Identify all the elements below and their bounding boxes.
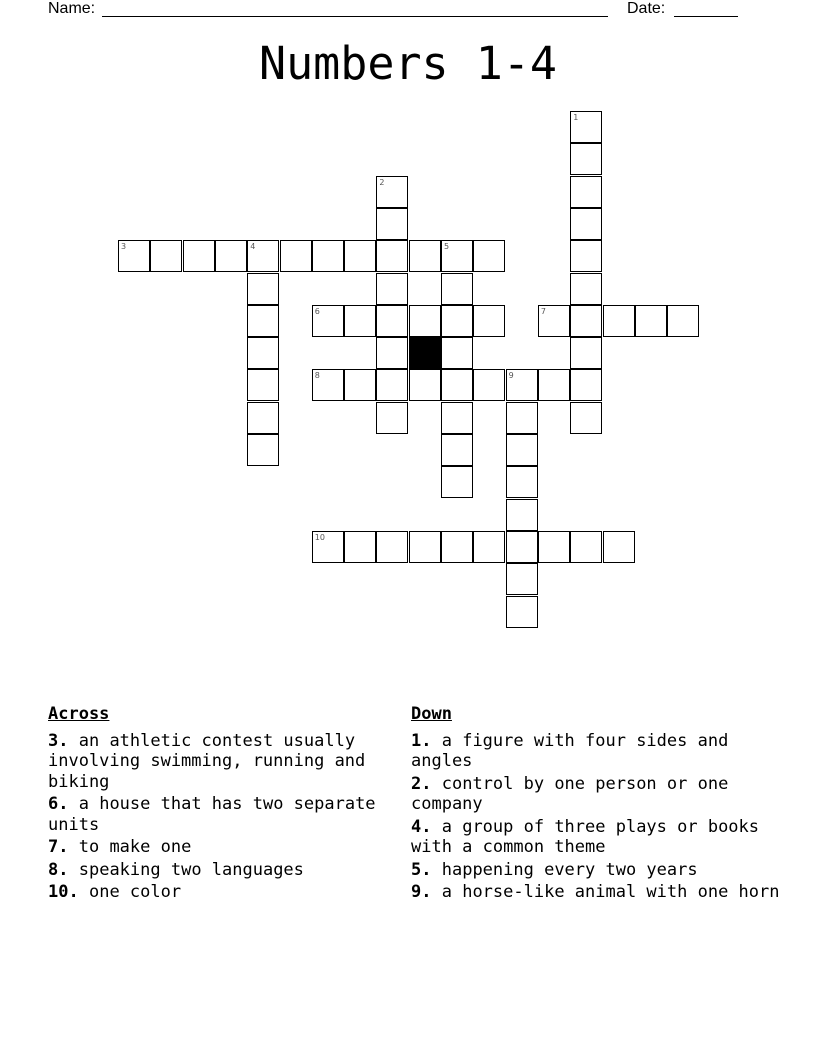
grid-cell[interactable] <box>118 240 150 272</box>
across-clues <box>48 704 398 905</box>
clue-across-3: 3. an athletic contest usually involving swimming, running and biking <box>48 730 366 792</box>
grid-cell[interactable] <box>280 240 312 272</box>
grid-cell[interactable] <box>441 531 473 563</box>
grid-cell[interactable] <box>441 305 473 337</box>
grid-cell[interactable] <box>538 369 570 401</box>
across-heading: Across <box>48 704 110 724</box>
clue-down-9: 9. a horse-like animal with one horn <box>411 882 780 902</box>
grid-cell[interactable] <box>376 369 408 401</box>
grid-cell[interactable] <box>344 305 376 337</box>
grid-cell[interactable] <box>376 305 408 337</box>
grid-cell[interactable] <box>538 531 570 563</box>
grid-cell[interactable] <box>441 273 473 305</box>
grid-cell[interactable] <box>409 240 441 272</box>
clue-down-4: 4. a group of three plays or books with a common theme <box>411 816 760 857</box>
down-heading: Down <box>411 704 452 724</box>
down-clues <box>411 704 781 905</box>
grid-cell[interactable] <box>570 402 602 434</box>
clue-number-label: 6 <box>314 306 320 316</box>
grid-cell[interactable] <box>441 240 473 272</box>
clue-number-label: 2 <box>379 177 385 187</box>
grid-cell[interactable] <box>635 305 667 337</box>
grid-cell[interactable] <box>506 466 538 498</box>
grid-cell[interactable] <box>506 499 538 531</box>
grid-cell[interactable] <box>506 531 538 563</box>
grid-cell[interactable] <box>183 240 215 272</box>
grid-cell[interactable] <box>473 369 505 401</box>
clue-across-8: 8. speaking two languages <box>48 859 304 880</box>
grid-cell[interactable] <box>409 305 441 337</box>
grid-cell[interactable] <box>215 240 247 272</box>
grid-cell[interactable] <box>603 531 635 563</box>
grid-cell[interactable] <box>376 337 408 369</box>
clue-down-1: 1. a figure with four sides and angles <box>411 730 729 771</box>
grid-cell[interactable] <box>247 369 279 401</box>
grid-cell[interactable] <box>441 434 473 466</box>
grid-cell[interactable] <box>150 240 182 272</box>
grid-cell[interactable] <box>247 337 279 369</box>
grid-cell[interactable] <box>441 337 473 369</box>
grid-cell[interactable] <box>376 402 408 434</box>
grid-cell[interactable] <box>473 305 505 337</box>
grid-cell[interactable] <box>376 240 408 272</box>
grid-cell[interactable] <box>570 337 602 369</box>
grid-cell[interactable] <box>247 273 279 305</box>
grid-cell[interactable] <box>441 402 473 434</box>
grid-cell[interactable] <box>344 531 376 563</box>
clue-across-7: 7. to make one <box>48 837 192 857</box>
grid-cell[interactable] <box>441 369 473 401</box>
grid-cell[interactable] <box>506 563 538 595</box>
grid-cell[interactable] <box>247 434 279 466</box>
clue-number-label: 4 <box>250 242 256 252</box>
grid-cell[interactable] <box>409 369 441 401</box>
grid-cell[interactable] <box>570 111 602 143</box>
clue-number-label: 10 <box>314 532 325 542</box>
grid-cell[interactable] <box>312 531 344 563</box>
grid-cell[interactable] <box>667 305 699 337</box>
grid-cell[interactable] <box>473 240 505 272</box>
grid-cell[interactable] <box>312 240 344 272</box>
grid-cell[interactable] <box>603 305 635 337</box>
grid-cell[interactable] <box>570 143 602 175</box>
grid-cell[interactable] <box>441 466 473 498</box>
clue-number-label: 1 <box>573 113 579 122</box>
clue-down-5: 5. happening every two years <box>411 859 698 880</box>
grid-cell[interactable] <box>538 305 570 337</box>
grid-cell[interactable] <box>570 240 602 272</box>
clue-number-label: 3 <box>121 242 127 252</box>
clue-down-2: 2. control by one person or one company <box>411 773 729 814</box>
grid-cell[interactable] <box>473 531 505 563</box>
clue-across-6: 6. a house that has two separate units <box>48 794 376 835</box>
grid-cell[interactable] <box>247 402 279 434</box>
page-title: Numbers 1-4 <box>258 37 557 90</box>
grid-cell[interactable] <box>247 240 279 272</box>
grid-cell[interactable] <box>344 369 376 401</box>
grid-cell[interactable] <box>506 402 538 434</box>
grid-cell[interactable] <box>376 531 408 563</box>
clue-across-10: 10. one color <box>48 882 182 902</box>
grid-cell[interactable] <box>506 596 538 628</box>
date-label: Date: <box>627 0 666 17</box>
grid-cell[interactable] <box>312 305 344 337</box>
grid-cell[interactable] <box>506 434 538 466</box>
grid-cell[interactable] <box>506 369 538 401</box>
grid-cell[interactable] <box>570 208 602 240</box>
grid-cell[interactable] <box>570 273 602 305</box>
grid-cell[interactable] <box>570 176 602 208</box>
grid-cell[interactable] <box>344 240 376 272</box>
grid-cell[interactable] <box>570 531 602 563</box>
grid-cell[interactable] <box>376 208 408 240</box>
grid-cell[interactable] <box>312 369 344 401</box>
clue-number-label: 8 <box>314 371 320 381</box>
clue-number-label: 9 <box>508 371 514 381</box>
grid-cell[interactable] <box>376 273 408 305</box>
name-label: Name: <box>48 0 96 17</box>
grid-cell[interactable] <box>570 369 602 401</box>
grid-cell[interactable] <box>376 176 408 208</box>
grid-cell[interactable] <box>570 305 602 337</box>
black-cell <box>409 337 441 369</box>
clue-number-label: 7 <box>540 306 546 316</box>
clue-number-label: 5 <box>444 242 450 252</box>
grid-cell[interactable] <box>247 305 279 337</box>
grid-cell[interactable] <box>409 531 441 563</box>
